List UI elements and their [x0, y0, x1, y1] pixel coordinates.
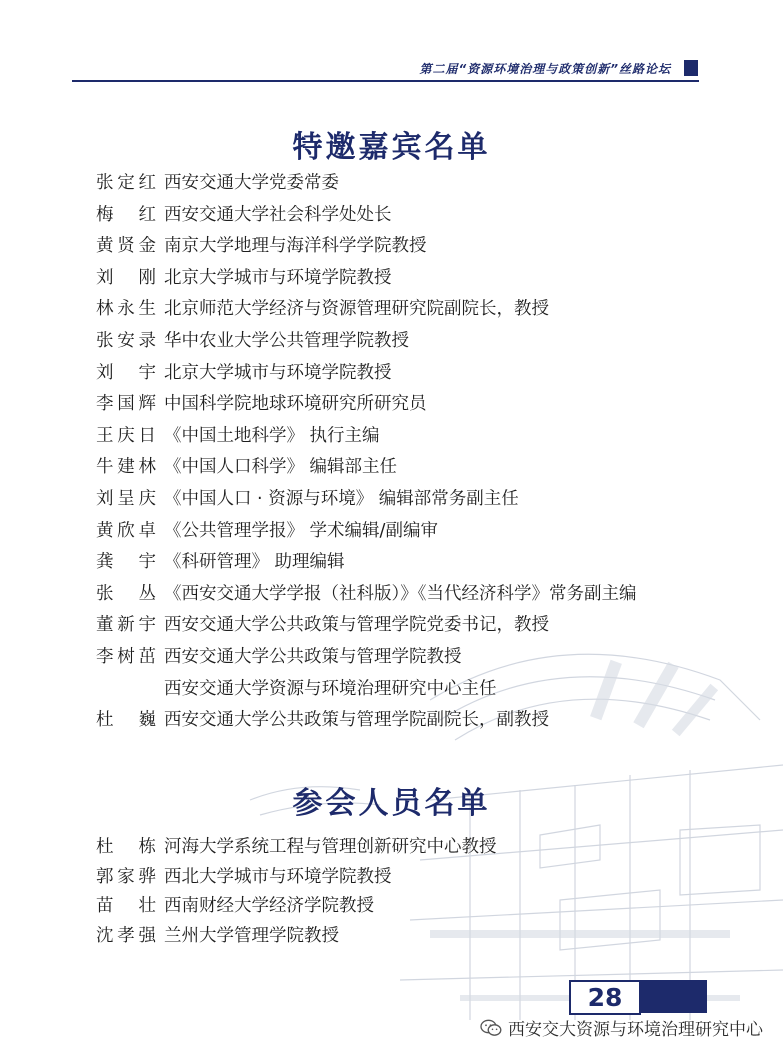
guest-affiliation: 北京大学城市与环境学院教授	[164, 267, 392, 288]
guest-affiliation: 西安交通大学社会科学处处长	[164, 204, 392, 225]
guest-affiliation: 《中国土地科学》 执行主编	[164, 425, 380, 446]
guest-affiliation: 《中国人口 · 资源与环境》 编辑部常务副主任	[164, 488, 519, 509]
attendees-section-title: 参会人员名单	[292, 786, 491, 821]
guest-affiliation: 西安交通大学党委常委	[164, 173, 339, 193]
guest-name: 张安录	[96, 330, 156, 351]
guest-name: 王庆日	[96, 425, 156, 446]
guest-name: 黄欣卓	[96, 520, 156, 541]
guest-affiliation: 中国科学院地球环境研究所研究员	[164, 394, 427, 415]
attendee-name: 苗壮	[96, 896, 156, 916]
guest-name: 张定红	[96, 173, 156, 193]
guest-name: 刘刚	[96, 267, 156, 288]
guest-name: 董新宇	[96, 615, 156, 636]
page-number: 28	[569, 980, 641, 1015]
attendee-affiliation: 河海大学系统工程与管理创新研究中心教授	[164, 837, 497, 857]
guest-affiliation: 《公共管理学报》 学术编辑/副编审	[164, 520, 438, 541]
guest-affiliation: 西安交通大学公共政策与管理学院副院长，副教授	[164, 710, 549, 731]
attendee-affiliation: 西北大学城市与环境学院教授	[164, 866, 392, 887]
guest-name: 黄贤金	[96, 236, 156, 257]
guest-name: 梅红	[96, 204, 156, 225]
guest-affiliation: 华中农业大学公共管理学院教授	[164, 330, 409, 351]
guest-name: 林永生	[96, 299, 156, 320]
guest-name: 刘宇	[96, 362, 156, 383]
guest-name: 李树茁	[96, 646, 156, 667]
guest-affiliation: 《西安交通大学学报（社科版）》《当代经济科学》常务副主编	[164, 583, 637, 604]
attendee-affiliation: 西南财经大学经济学院教授	[164, 896, 374, 916]
guest-affiliation: 北京师范大学经济与资源管理研究院副院长，教授	[164, 299, 549, 320]
page-number-bar	[637, 980, 707, 1013]
guest-name: 刘呈庆	[96, 488, 156, 509]
watermark-credit	[480, 1015, 763, 1040]
attendee-name: 杜栋	[96, 837, 156, 857]
attendee-affiliation: 兰州大学管理学院教授	[164, 925, 339, 946]
guest-affiliation: 北京大学城市与环境学院教授	[164, 362, 392, 383]
forum-title-header: 第二届“资源环境治理与政策创新”丝路论坛	[419, 62, 671, 76]
guest-affiliation: 南京大学地理与海洋科学学院教授	[164, 236, 427, 257]
header-divider	[72, 80, 699, 82]
guest-affiliation: 《科研管理》 助理编辑	[164, 552, 345, 573]
guest-affiliation: 西安交通大学公共政策与管理学院教授	[164, 646, 462, 667]
guest-name: 牛建林	[96, 457, 156, 478]
attendee-name: 郭家骅	[96, 866, 156, 887]
guest-affiliation: 西安交通大学资源与环境治理研究中心主任	[164, 678, 497, 699]
guest-name: 张丛	[96, 583, 156, 604]
guest-name: 杜巍	[96, 710, 156, 731]
guest-affiliation: 《中国人口科学》 编辑部主任	[164, 457, 398, 478]
guest-name: 李国辉	[96, 394, 156, 415]
guests-section-title: 特邀嘉宾名单	[292, 130, 491, 165]
watermark-text: 西安交大资源与环境治理研究中心	[508, 1020, 763, 1040]
wechat-icon	[480, 1019, 502, 1037]
guest-affiliation: 西安交通大学公共政策与管理学院党委书记，教授	[164, 615, 549, 636]
attendee-name: 沈孝强	[96, 925, 156, 946]
header-square-mark	[684, 60, 698, 76]
guest-name: 龚宇	[96, 552, 156, 573]
